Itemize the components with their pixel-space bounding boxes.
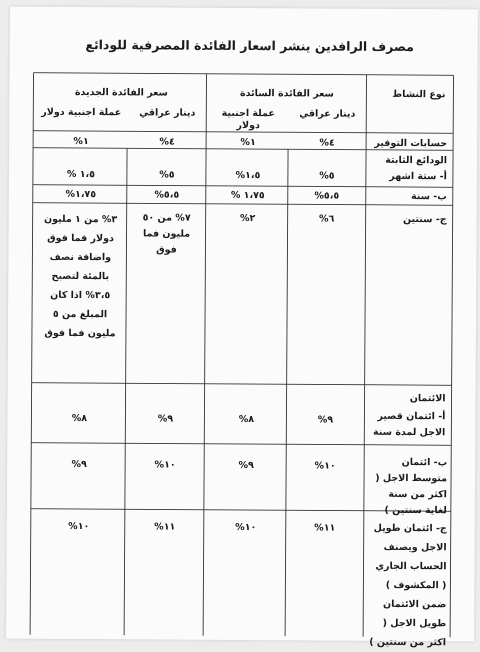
row-two-years-new-dinar: ٧% من ٥٠ مليون فما فوق [142,212,191,256]
row-two-years-label: ج- سنتين [402,213,447,226]
row-savings-prev-dinar: ٤% [319,137,335,149]
row-one-year-new-foreign: ١،٧٥% [65,188,97,201]
row-one-year-label: ب- سنة [410,191,447,203]
row-two-years-new-foreign: ٣% من ١ مليون دولار فما فوق واضافة نصف بالمئة لتصبح ٣،٥% اذا كان المبلغ من ٥ مليون فما فوق [43,213,118,340]
row-six-months-label: أ- ستة اشهر [389,170,447,183]
row-medium-credit-new-foreign: ٩% [71,458,87,471]
row-long-credit-label: ج- ائتمان طويل الاجل ويصنف الحساب الجاري ( المكشوف ) ضمن الائتمان طويل الاجل ( اكثر من سنتين ) [369,522,447,649]
row-one-year-new-dinar: ٥،٥% [154,189,180,201]
header-new: سعر الفائدة الجديدة [74,86,168,99]
row-two-years-prev-dinar: ٦% [318,213,335,225]
row-six-months-prev-dinar: ٥% [319,170,335,182]
header-activity: نوع النشاط [392,88,446,101]
row-two-years-prev-foreign: ٢% [239,212,256,225]
row-short-credit-label: أ- ائتمان قصير الاجل لمدة سنة [373,410,446,439]
header-new-dinar: دينار عراقي [139,107,196,119]
row-savings-prev-foreign: ١% [240,136,256,149]
header-prevailing-foreign: عملة اجنبية [221,107,275,120]
header-prevailing-dollar: دولار [236,119,260,132]
row-savings-new-foreign: ١% [73,135,89,148]
row-savings-new-dinar: ٤% [159,136,175,148]
credit-heading: الائتمان [409,393,446,405]
row-long-credit-prev-dinar: ١١% [314,522,336,534]
row-six-months-new-dinar: ٥% [159,169,175,181]
header-prevailing-dinar: دينار عراقي [299,108,356,120]
document-title: مصرف الرافدين ينشر اسعار الفائدة المصرفية للودائع [85,37,414,55]
row-six-months-prev-foreign: ١،٥% [235,169,261,182]
row-one-year-prev-foreign: ١،٧٥ % [230,189,265,202]
row-long-credit-prev-foreign: ١٠% [235,521,257,534]
row-six-months-new-foreign: ١،٥ % [66,168,95,181]
row-savings-label: حسابات التوفير [374,137,448,150]
row-short-credit-prev-foreign: ٨% [238,413,255,426]
row-short-credit-new-dinar: ٩% [157,413,174,425]
row-long-credit-new-dinar: ١١% [154,521,176,533]
row-medium-credit-label: ب- ائتمان متوسط الاجل ( اكثر من سنة لغاية سنتين ) [375,456,448,517]
document-page [6,7,478,649]
row-medium-credit-prev-foreign: ٩% [238,459,254,472]
row-medium-credit-prev-dinar: ١٠% [314,460,336,472]
row-short-credit-prev-dinar: ٩% [317,414,334,426]
header-prevailing: سعر الفائدة السائدة [239,87,334,100]
fixed-deposits-heading: الودائع الثابتة [385,154,448,167]
header-new-foreign-dollar: عملة اجنبية دولار [41,106,122,119]
row-one-year-prev-dinar: ٥،٥% [314,190,340,202]
row-short-credit-new-foreign: ٨% [71,412,88,425]
row-medium-credit-new-dinar: ١٠% [154,459,176,471]
row-long-credit-new-foreign: ١٠% [68,520,90,533]
